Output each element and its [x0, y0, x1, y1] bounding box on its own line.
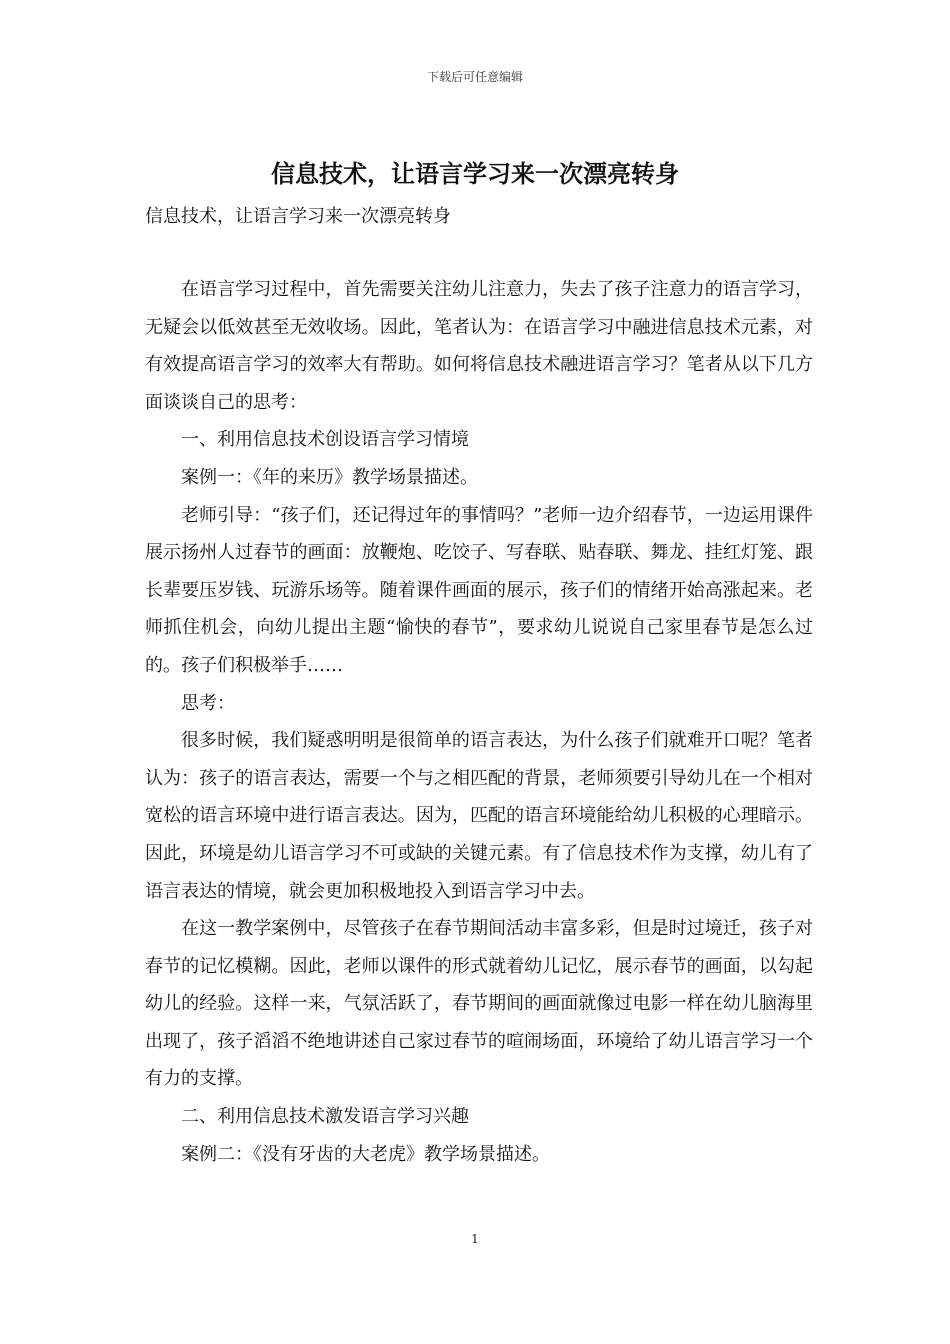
page-number: 1: [471, 1232, 479, 1246]
body-paragraph: 在这一教学案例中，尽管孩子在春节期间活动丰富多彩，但是时过境迁，孩子对春节的记忆模糊。因此，老师以课件的形式就着幼儿记忆，展示春节的画面，以勾起幼儿的经验。这样一来，气氛活跃了，春节期间的画面就像过电影一样在幼儿脑海里出现了，孩子滔滔不绝地讲述自己家过春节的喧闹场面，环境给了幼儿语言学习一个有力的支撑。: [145, 918, 813, 1090]
document-subtitle: 信息技术，让语言学习来一次漂亮转身: [145, 206, 451, 227]
case-heading: 案例二：《没有牙齿的大老虎》教学场景描述。: [181, 1143, 550, 1165]
section-heading: 一、利用信息技术创设语言学习情境: [181, 429, 469, 451]
body-paragraph: 在语言学习过程中，首先需要关注幼儿注意力，失去了孩子注意力的语言学习，无疑会以低效甚至无效收场。因此，笔者认为：在语言学习中融进信息技术元素，对有效提高语言学习的效率大有帮助。如何将信息技术融进语言学习？笔者从以下几方面谈谈自己的思考：: [145, 279, 813, 413]
section-heading: 二、利用信息技术激发语言学习兴趣: [181, 1106, 469, 1128]
document-body: [145, 271, 813, 1173]
body-paragraph: 老师引导：“孩子们，还记得过年的事情吗？”老师一边介绍春节，一边运用课件展示扬州人过春节的画面：放鞭炮、吃饺子、写春联、贴春联、舞龙、挂红灯笼、跟长辈要压岁钱、玩游乐场等。随着课件画面的展示，孩子们的情绪开始高涨起来。老师抓住机会，向幼儿提出主题“愉快的春节”，要求幼儿说说自己家里春节是怎么过的。孩子们积极举手……: [145, 504, 813, 676]
page-header-note: 下载后可任意编辑: [426, 70, 523, 84]
case-heading: 案例一：《年的来历》教学场景描述。: [181, 466, 478, 488]
body-paragraph: 很多时候，我们疑惑明明是很简单的语言表达，为什么孩子们就难开口呢？笔者认为：孩子的语言表达，需要一个与之相匹配的背景，老师须要引导幼儿在一个相对宽松的语言环境中进行语言表达。因为，匹配的语言环境能给幼儿积极的心理暗示。因此，环境是幼儿语言学习不可或缺的关键元素。有了信息技术作为支撑，幼儿有了语言表达的情境，就会更加积极地投入到语言学习中去。: [145, 730, 813, 902]
document-title: 信息技术，让语言学习来一次漂亮转身: [271, 159, 679, 188]
reflection-heading: 思考：: [181, 692, 235, 714]
